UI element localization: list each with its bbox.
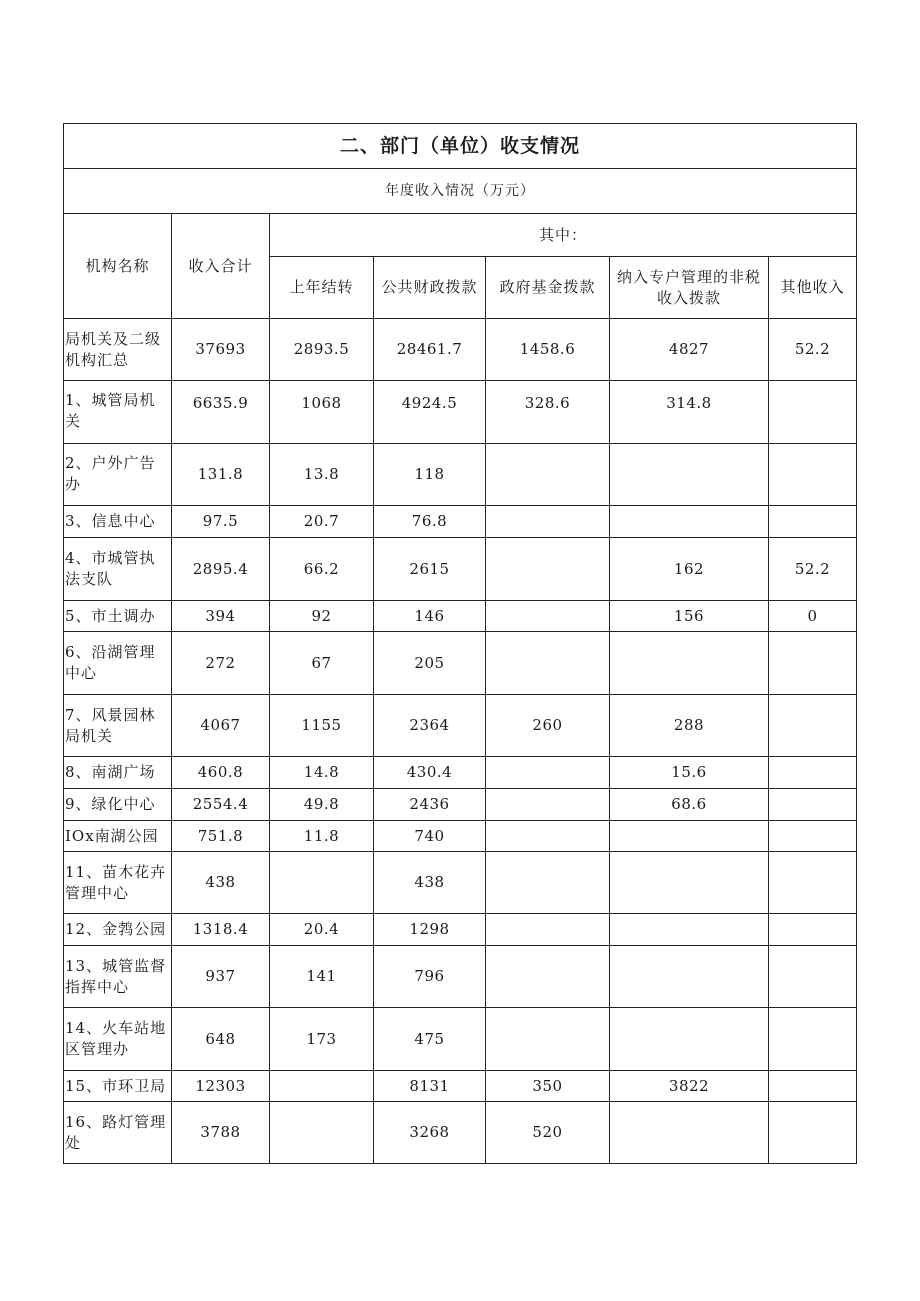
cell-public-fiscal: 796 — [374, 946, 486, 1008]
cell-carryover: 141 — [270, 946, 374, 1008]
cell-public-fiscal: 1298 — [374, 914, 486, 946]
cell-org-name: 局机关及二级机构汇总 — [64, 319, 172, 381]
cell-other — [769, 946, 857, 1008]
budget-table — [63, 123, 857, 1164]
cell-nontax: 156 — [610, 601, 769, 632]
cell-nontax — [610, 1102, 769, 1164]
cell-org-name: 5、市土调办 — [64, 601, 172, 632]
cell-gov-fund — [486, 946, 610, 1008]
table-row — [64, 757, 857, 789]
cell-public-fiscal: 8131 — [374, 1071, 486, 1102]
cell-carryover: 1068 — [270, 381, 374, 444]
cell-org-name: 11、苗木花卉管理中心 — [64, 852, 172, 914]
cell-gov-fund: 350 — [486, 1071, 610, 1102]
cell-other — [769, 789, 857, 821]
cell-public-fiscal: 3268 — [374, 1102, 486, 1164]
cell-other: 52.2 — [769, 538, 857, 601]
cell-org-name: 16、路灯管理处 — [64, 1102, 172, 1164]
cell-total: 131.8 — [172, 444, 270, 506]
header-gov-fund: 政府基金拨款 — [486, 257, 610, 319]
cell-nontax — [610, 821, 769, 852]
cell-gov-fund — [486, 852, 610, 914]
cell-gov-fund: 1458.6 — [486, 319, 610, 381]
page-title: 二、部门（单位）收支情况 — [64, 124, 857, 169]
cell-total: 438 — [172, 852, 270, 914]
cell-carryover: 67 — [270, 632, 374, 695]
cell-total: 2554.4 — [172, 789, 270, 821]
header-nontax: 纳入专户管理的非税收入拨款 — [610, 257, 769, 319]
table-subtitle: 年度收入情况（万元） — [64, 169, 857, 214]
cell-total: 4067 — [172, 695, 270, 757]
cell-nontax: 3822 — [610, 1071, 769, 1102]
table-row — [64, 632, 857, 695]
cell-gov-fund — [486, 1008, 610, 1071]
table-row — [64, 946, 857, 1008]
cell-carryover: 66.2 — [270, 538, 374, 601]
cell-nontax — [610, 506, 769, 538]
cell-carryover: 11.8 — [270, 821, 374, 852]
cell-org-name: 6、沿湖管理中心 — [64, 632, 172, 695]
cell-carryover: 20.7 — [270, 506, 374, 538]
header-public-fiscal: 公共财政拨款 — [374, 257, 486, 319]
cell-org-name: 15、市环卫局 — [64, 1071, 172, 1102]
cell-other: 52.2 — [769, 319, 857, 381]
cell-total: 394 — [172, 601, 270, 632]
cell-other — [769, 632, 857, 695]
cell-carryover: 92 — [270, 601, 374, 632]
cell-gov-fund — [486, 914, 610, 946]
cell-gov-fund: 328.6 — [486, 381, 610, 444]
table-row — [64, 695, 857, 757]
table-row — [64, 1008, 857, 1071]
cell-other — [769, 914, 857, 946]
table-row — [64, 601, 857, 632]
table-row — [64, 852, 857, 914]
cell-nontax: 314.8 — [610, 381, 769, 444]
cell-public-fiscal: 76.8 — [374, 506, 486, 538]
cell-total: 648 — [172, 1008, 270, 1071]
cell-public-fiscal: 2364 — [374, 695, 486, 757]
cell-carryover: 13.8 — [270, 444, 374, 506]
cell-carryover: 173 — [270, 1008, 374, 1071]
cell-org-name: 1、城管局机关 — [64, 381, 172, 444]
cell-total: 37693 — [172, 319, 270, 381]
cell-public-fiscal: 2615 — [374, 538, 486, 601]
cell-org-name: 4、市城管执法支队 — [64, 538, 172, 601]
cell-other: 0 — [769, 601, 857, 632]
cell-total: 937 — [172, 946, 270, 1008]
cell-nontax — [610, 852, 769, 914]
cell-total: 272 — [172, 632, 270, 695]
cell-public-fiscal: 205 — [374, 632, 486, 695]
cell-other — [769, 1102, 857, 1164]
cell-total: 97.5 — [172, 506, 270, 538]
cell-other — [769, 1008, 857, 1071]
cell-public-fiscal: 4924.5 — [374, 381, 486, 444]
cell-other — [769, 757, 857, 789]
cell-gov-fund — [486, 757, 610, 789]
cell-other — [769, 1071, 857, 1102]
cell-gov-fund — [486, 789, 610, 821]
table-row — [64, 444, 857, 506]
header-total: 收入合计 — [172, 214, 270, 319]
cell-org-name: IOx南湖公园 — [64, 821, 172, 852]
cell-total: 3788 — [172, 1102, 270, 1164]
table-row — [64, 381, 857, 444]
cell-carryover — [270, 1071, 374, 1102]
cell-org-name: 9、绿化中心 — [64, 789, 172, 821]
cell-carryover — [270, 852, 374, 914]
cell-public-fiscal: 475 — [374, 1008, 486, 1071]
cell-public-fiscal: 2436 — [374, 789, 486, 821]
cell-carryover: 2893.5 — [270, 319, 374, 381]
header-among: 其中： — [270, 214, 857, 257]
cell-gov-fund — [486, 444, 610, 506]
cell-org-name: 13、城管监督指挥中心 — [64, 946, 172, 1008]
cell-nontax — [610, 914, 769, 946]
cell-other — [769, 381, 857, 444]
table-row — [64, 506, 857, 538]
cell-org-name: 14、火车站地区管理办 — [64, 1008, 172, 1071]
cell-nontax: 162 — [610, 538, 769, 601]
cell-gov-fund — [486, 821, 610, 852]
cell-nontax: 4827 — [610, 319, 769, 381]
cell-org-name: 7、风景园林局机关 — [64, 695, 172, 757]
cell-total: 12303 — [172, 1071, 270, 1102]
cell-org-name: 8、南湖广场 — [64, 757, 172, 789]
cell-other — [769, 506, 857, 538]
header-carryover: 上年结转 — [270, 257, 374, 319]
cell-total: 460.8 — [172, 757, 270, 789]
cell-nontax — [610, 946, 769, 1008]
cell-public-fiscal: 430.4 — [374, 757, 486, 789]
cell-org-name: 3、信息中心 — [64, 506, 172, 538]
table-row — [64, 538, 857, 601]
cell-other — [769, 695, 857, 757]
table-row — [64, 1071, 857, 1102]
cell-public-fiscal: 28461.7 — [374, 319, 486, 381]
cell-public-fiscal: 146 — [374, 601, 486, 632]
cell-other — [769, 852, 857, 914]
cell-public-fiscal: 740 — [374, 821, 486, 852]
table-row — [64, 821, 857, 852]
cell-carryover: 49.8 — [270, 789, 374, 821]
cell-gov-fund — [486, 601, 610, 632]
cell-total: 751.8 — [172, 821, 270, 852]
cell-public-fiscal: 438 — [374, 852, 486, 914]
cell-nontax: 68.6 — [610, 789, 769, 821]
cell-carryover — [270, 1102, 374, 1164]
cell-nontax — [610, 632, 769, 695]
table-row — [64, 789, 857, 821]
cell-gov-fund — [486, 506, 610, 538]
cell-nontax — [610, 444, 769, 506]
cell-gov-fund — [486, 538, 610, 601]
cell-other — [769, 444, 857, 506]
cell-other — [769, 821, 857, 852]
cell-carryover: 1155 — [270, 695, 374, 757]
header-org-name: 机构名称 — [64, 214, 172, 319]
cell-gov-fund: 260 — [486, 695, 610, 757]
header-other: 其他收入 — [769, 257, 857, 319]
cell-nontax — [610, 1008, 769, 1071]
cell-carryover: 14.8 — [270, 757, 374, 789]
table-row — [64, 914, 857, 946]
table-row — [64, 319, 857, 381]
cell-nontax: 15.6 — [610, 757, 769, 789]
cell-gov-fund: 520 — [486, 1102, 610, 1164]
cell-public-fiscal: 118 — [374, 444, 486, 506]
cell-carryover: 20.4 — [270, 914, 374, 946]
cell-total: 2895.4 — [172, 538, 270, 601]
cell-total: 6635.9 — [172, 381, 270, 444]
cell-nontax: 288 — [610, 695, 769, 757]
cell-gov-fund — [486, 632, 610, 695]
table-row — [64, 1102, 857, 1164]
cell-total: 1318.4 — [172, 914, 270, 946]
cell-org-name: 12、金鹁公园 — [64, 914, 172, 946]
cell-org-name: 2、户外广告办 — [64, 444, 172, 506]
